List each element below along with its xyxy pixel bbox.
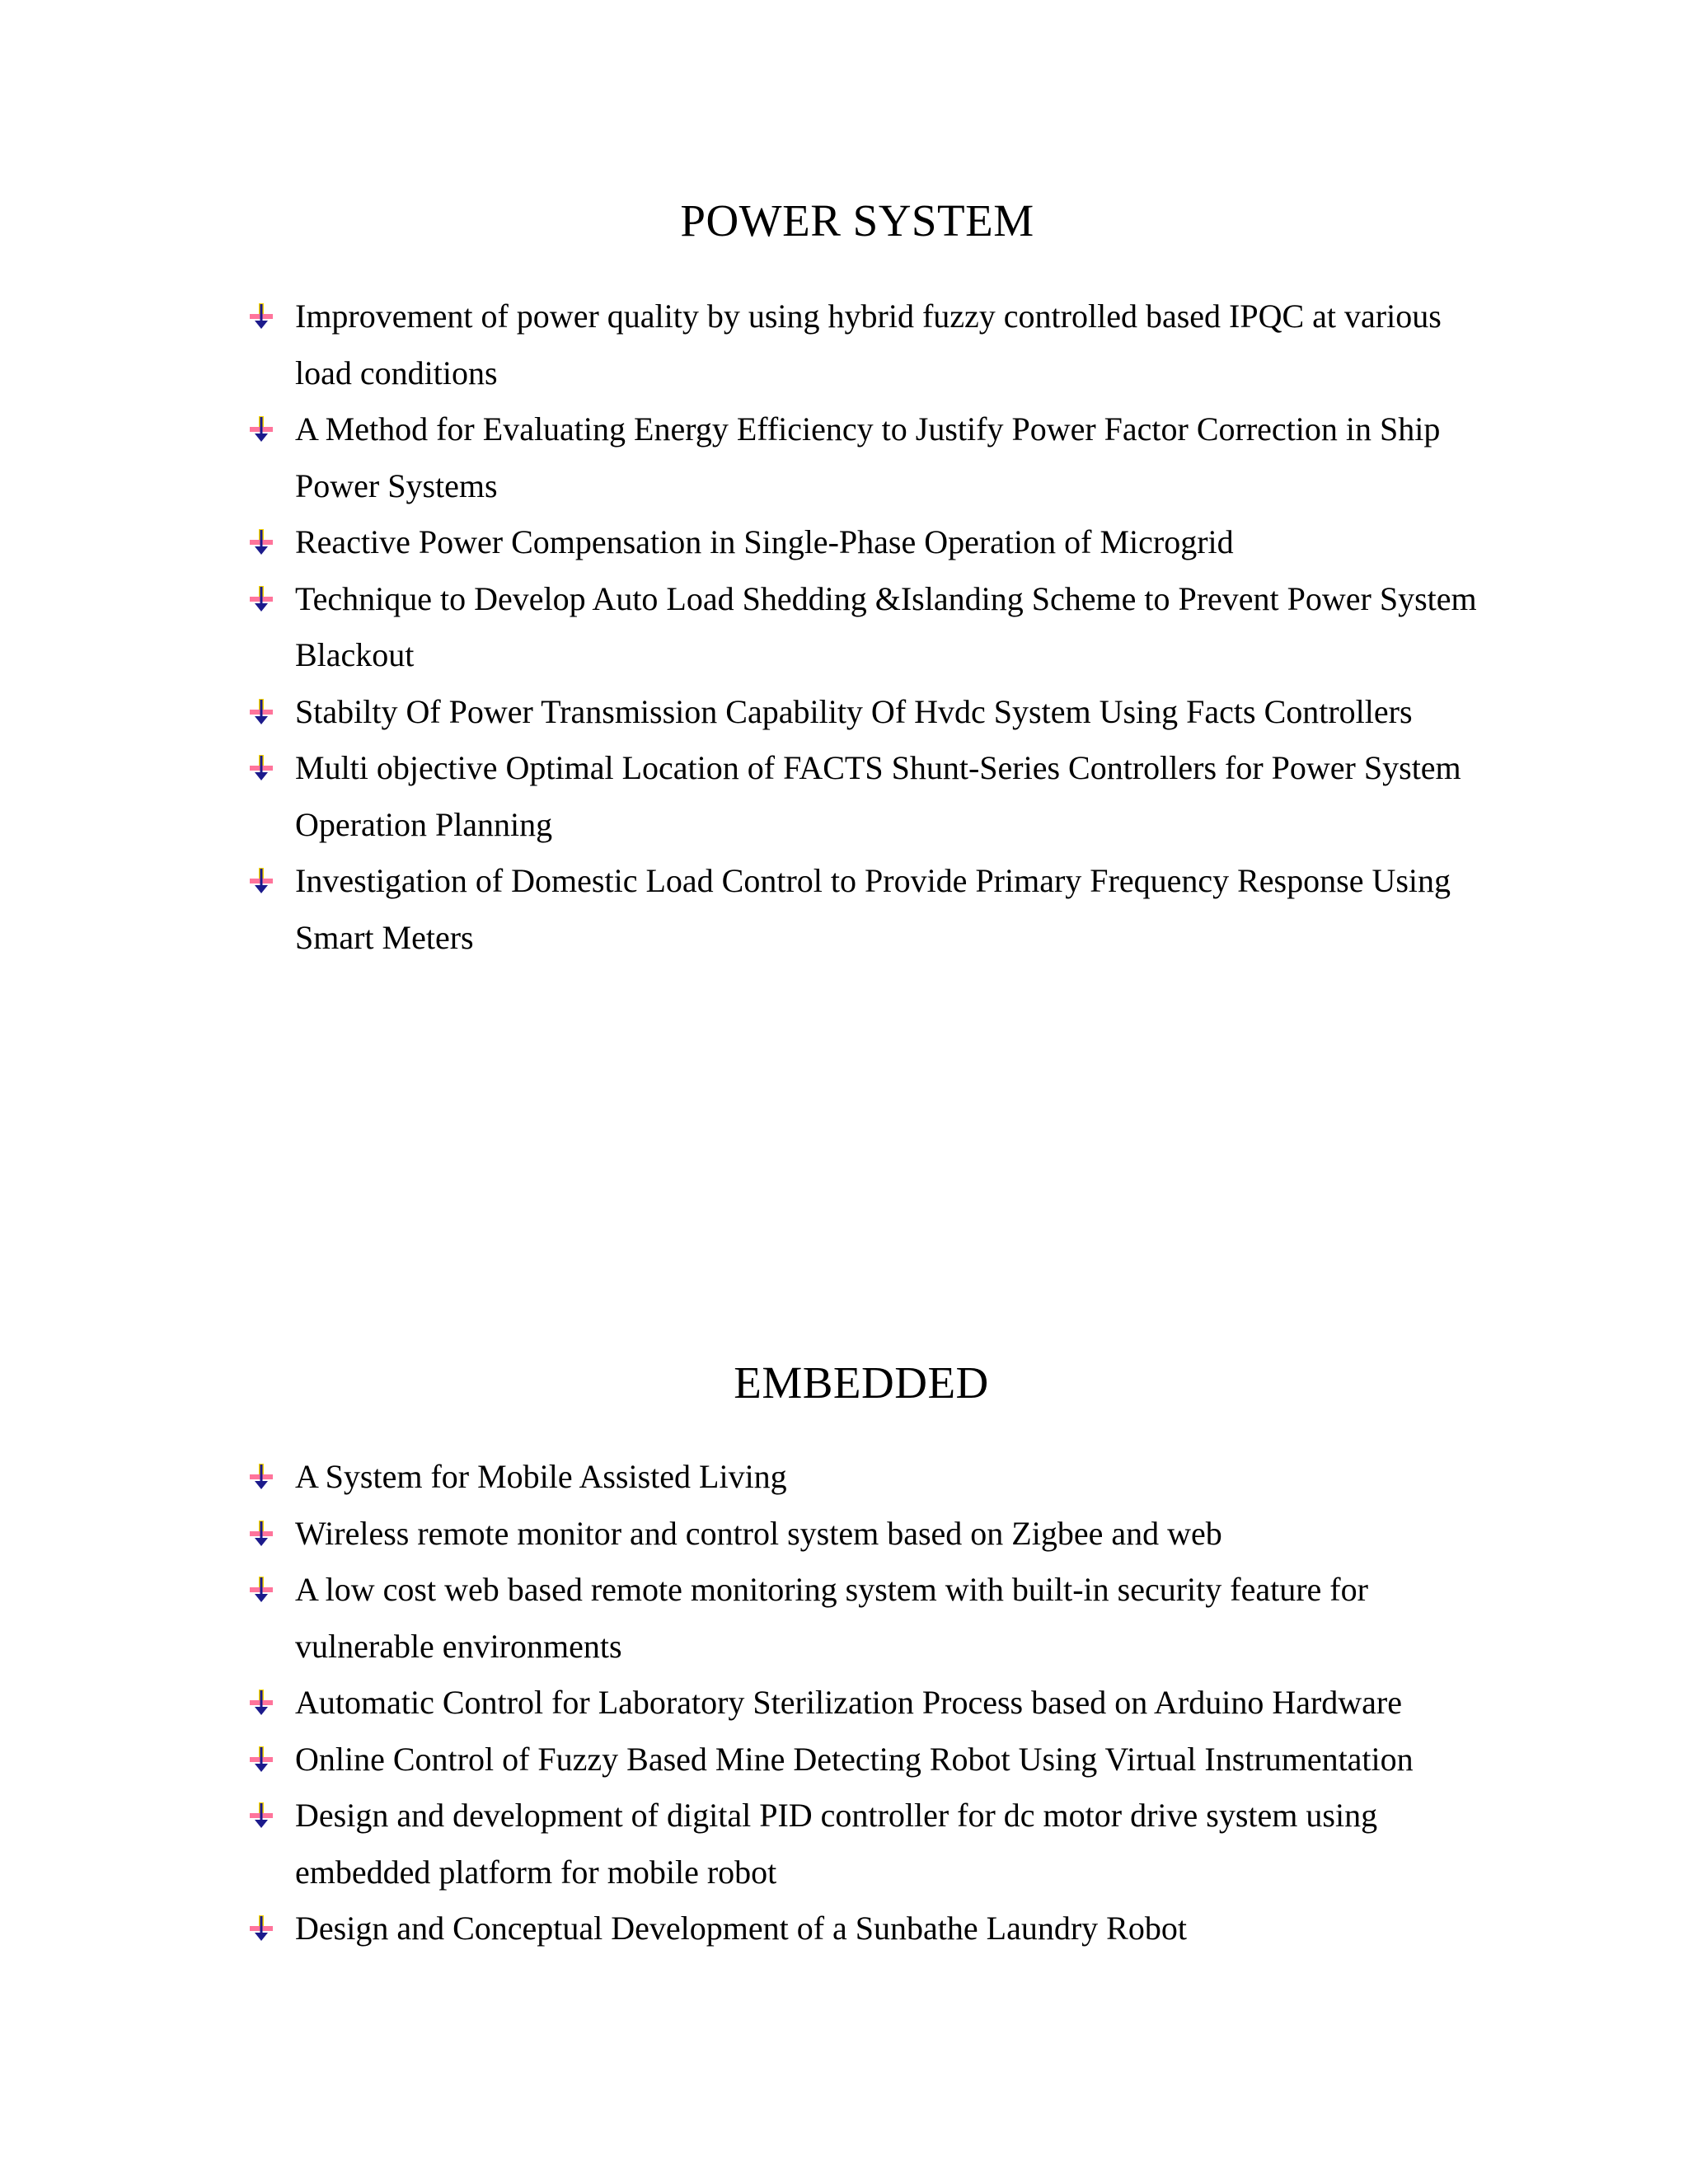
topic-list: [247, 1449, 1500, 1957]
arrow-down-bullet-icon: [247, 1689, 275, 1717]
list-item-text: Automatic Control for Laboratory Sterilization Process based on Arduino Hardware: [295, 1684, 1402, 1721]
arrow-down-bullet-icon: [247, 415, 275, 443]
list-item-text: Design and Conceptual Development of a Sunbathe Laundry Robot: [295, 1910, 1187, 1947]
arrow-down-bullet-icon: [247, 867, 275, 895]
list-item: [247, 1506, 1500, 1563]
list-item-text: Reactive Power Compensation in Single-Phase Operation of Microgrid: [295, 523, 1234, 560]
list-item-text: A System for Mobile Assisted Living: [295, 1458, 787, 1495]
list-item-text: A low cost web based remote monitoring system with built-in security feature for vulnerable environments: [295, 1571, 1368, 1665]
list-item: [247, 1675, 1500, 1732]
arrow-down-bullet-icon: [247, 698, 275, 726]
arrow-down-bullet-icon: [247, 1576, 275, 1604]
arrow-down-bullet-icon: [247, 585, 275, 613]
list-item: [247, 571, 1500, 684]
arrow-down-bullet-icon: [247, 1802, 275, 1830]
topic-list: [247, 288, 1500, 966]
list-item: [247, 1449, 1500, 1506]
list-item: [247, 288, 1500, 401]
arrow-down-bullet-icon: [247, 1463, 275, 1491]
list-item: [247, 401, 1500, 514]
arrow-down-bullet-icon: [247, 528, 275, 556]
list-item-text: A Method for Evaluating Energy Efficiency to Justify Power Factor Correction in Ship Power Systems: [295, 410, 1441, 504]
arrow-down-bullet-icon: [247, 302, 275, 330]
arrow-down-bullet-icon: [247, 1915, 275, 1943]
list-item-text: Wireless remote monitor and control system based on Zigbee and web: [295, 1514, 1222, 1552]
arrow-down-bullet-icon: [247, 754, 275, 782]
list-item-text: Stabilty Of Power Transmission Capability Of Hvdc System Using Facts Controllers: [295, 692, 1413, 730]
arrow-down-bullet-icon: [247, 1520, 275, 1548]
list-item-text: Technique to Develop Auto Load Shedding &Islanding Scheme to Prevent Power System Blackout: [295, 579, 1477, 673]
list-item: [247, 1788, 1500, 1900]
list-item: [247, 1732, 1500, 1788]
section-title: EMBEDDED: [734, 1357, 989, 1408]
list-item-text: Improvement of power quality by using hybrid fuzzy controlled based IPQC at various load conditions: [295, 298, 1442, 391]
list-item: [247, 1900, 1500, 1957]
list-item-text: Design and development of digital PID controller for dc motor drive system using embedded platform for mobile robot: [295, 1797, 1378, 1891]
section-title: POWER SYSTEM: [680, 195, 1034, 246]
list-item-text: Multi objective Optimal Location of FACTS Shunt-Series Controllers for Power System Operation Planning: [295, 749, 1461, 843]
list-item: [247, 684, 1500, 741]
list-item: [247, 740, 1500, 853]
section-embedded: [0, 1350, 1688, 1947]
list-item: [247, 853, 1500, 966]
section-power-system: [0, 188, 1688, 956]
list-item-text: Online Control of Fuzzy Based Mine Detecting Robot Using Virtual Instrumentation: [295, 1740, 1414, 1778]
arrow-down-bullet-icon: [247, 1746, 275, 1774]
list-item-text: Investigation of Domestic Load Control to Provide Primary Frequency Response Using Smart Meters: [295, 862, 1451, 956]
list-item: [247, 1562, 1500, 1675]
list-item: [247, 514, 1500, 571]
